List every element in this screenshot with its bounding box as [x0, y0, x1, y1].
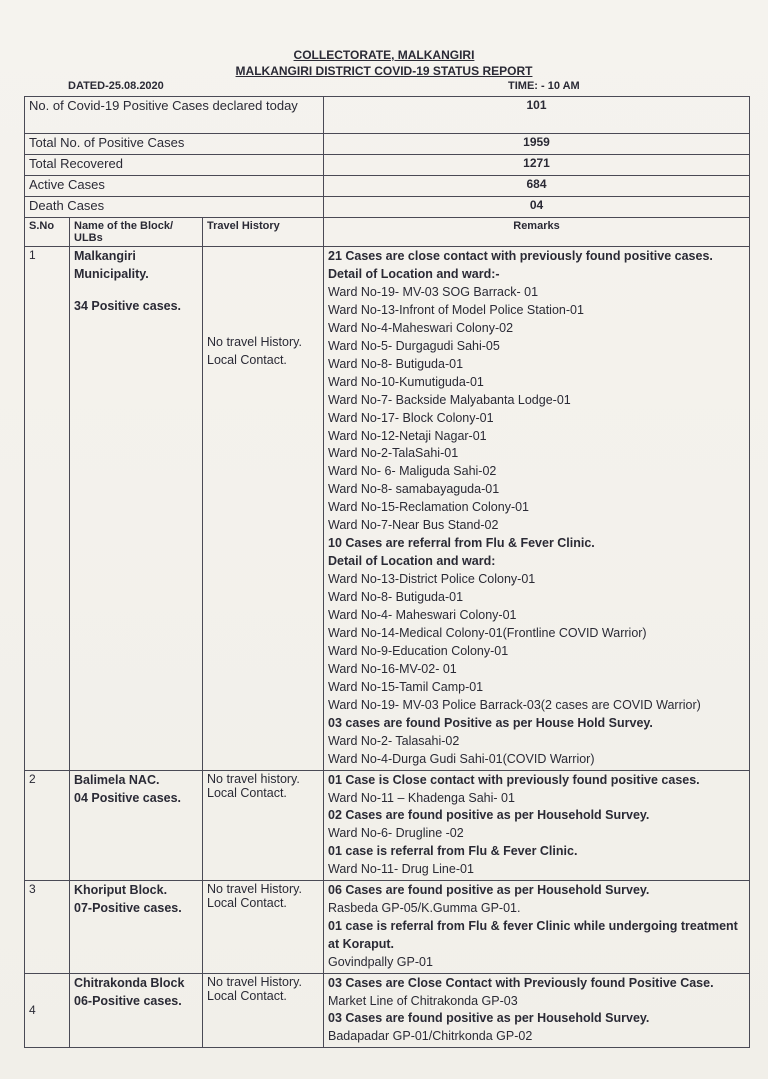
summary-row	[25, 197, 750, 218]
remark-line: Ward No-15-Tamil Camp-01	[328, 679, 484, 694]
remark-line: Ward No-7-Near Bus Stand-02	[328, 518, 499, 533]
remark-line: Govindpally GP-01	[328, 954, 433, 969]
org-heading: COLLECTORATE, MALKANGIRI	[293, 48, 475, 62]
positive-count: 04 Positive cases.	[74, 790, 182, 805]
row-sno: 4	[25, 973, 70, 1048]
remark-line: Ward No-14-Medical Colony-01(Frontline COVID Warrior)	[328, 626, 647, 641]
travel-history: No travel History. Local Contact.	[207, 335, 302, 367]
block-name: Khoriput Block.	[74, 883, 168, 898]
summary-row	[25, 155, 750, 176]
remark-line: 01 case is referral from Flu & fever Clinic while undergoing treatment at Koraput.	[328, 918, 738, 951]
remarks-cell	[324, 881, 750, 974]
remark-line: Ward No-19- MV-03 Police Barrack-03(2 cases are COVID Warrior)	[328, 697, 701, 712]
remark-line: Detail of Location and ward:-	[328, 266, 500, 281]
remark-line: Ward No-13-Infront of Model Police Station-01	[328, 302, 584, 317]
col-header-sno: S.No	[25, 218, 70, 247]
remark-line: 03 Cases are found positive as per Household Survey.	[328, 1011, 650, 1026]
report-date: DATED-25.08.2020	[68, 80, 164, 92]
summary-value: 101	[324, 97, 750, 134]
table-row	[25, 973, 750, 1048]
remark-line: Ward No-2- Talasahi-02	[328, 733, 460, 748]
remark-line: Ward No-4-Durga Gudi Sahi-01(COVID Warrior)	[328, 751, 595, 766]
remark-line: 01 case is referral from Flu & Fever Clinic.	[328, 844, 578, 859]
block-name: Balimela NAC.	[74, 772, 160, 787]
row-sno: 3	[25, 881, 70, 974]
report-title: MALKANGIRI DISTRICT COVID-19 STATUS REPORT	[235, 64, 533, 78]
col-header-travel: Travel History	[203, 218, 324, 247]
summary-label: Active Cases	[25, 176, 324, 197]
remark-line: 01 Case is Close contact with previously found positive cases.	[328, 772, 700, 787]
remark-line: Ward No-10-Kumutiguda-01	[328, 374, 484, 389]
remark-line: 02 Cases are found positive as per Household Survey.	[328, 808, 650, 823]
summary-value: 04	[324, 197, 750, 218]
positive-count: 06-Positive cases.	[74, 993, 182, 1008]
table-row	[25, 881, 750, 974]
summary-value: 684	[324, 176, 750, 197]
row-sno: 2	[25, 770, 70, 880]
remark-line: Market Line of Chitrakonda GP-03	[328, 993, 518, 1008]
remark-line: Rasbeda GP-05/K.Gumma GP-01.	[328, 900, 521, 915]
remark-line: Ward No-4- Maheswari Colony-01	[328, 608, 517, 623]
summary-row	[25, 97, 750, 134]
block-name: Chitrakonda Block	[74, 975, 185, 990]
remark-line: Ward No- 6- Maliguda Sahi-02	[328, 464, 497, 479]
remark-line: Badapadar GP-01/Chitrkonda GP-02	[328, 1029, 533, 1044]
remark-line: Ward No-11 – Khadenga Sahi- 01	[328, 790, 515, 805]
summary-label: Total Recovered	[25, 155, 324, 176]
summary-row	[25, 134, 750, 155]
remarks-cell	[324, 247, 750, 771]
remark-line: Ward No-7- Backside Malyabanta Lodge-01	[328, 392, 571, 407]
report-time: TIME: - 10 AM	[508, 80, 580, 92]
table-row	[25, 247, 750, 771]
remark-line: 10 Cases are referral from Flu & Fever Clinic.	[328, 536, 595, 551]
remark-line: 21 Cases are close contact with previously found positive cases.	[328, 249, 713, 263]
remarks-cell	[324, 973, 750, 1048]
summary-label: Total No. of Positive Cases	[25, 134, 324, 155]
remark-line: 03 Cases are Close Contact with Previously found Positive Case.	[328, 975, 714, 990]
remark-line: Ward No-8- samabayaguda-01	[328, 482, 500, 497]
table-row	[25, 770, 750, 880]
summary-value: 1959	[324, 134, 750, 155]
remark-line: Ward No-12-Netaji Nagar-01	[328, 428, 487, 443]
status-table	[24, 96, 750, 1048]
remark-line: Ward No-8- Butiguda-01	[328, 356, 464, 371]
remark-line: Ward No-19- MV-03 SOG Barrack- 01	[328, 284, 539, 299]
remark-line: Ward No-13-District Police Colony-01	[328, 572, 536, 587]
remark-line: Ward No-4-Maheswari Colony-02	[328, 320, 514, 335]
travel-history: No travel History. Local Contact.	[203, 973, 324, 1048]
block-name: Malkangiri Municipality.	[74, 249, 149, 281]
remarks-cell	[324, 770, 750, 880]
travel-history: No travel History. Local Contact.	[203, 881, 324, 974]
travel-history: No travel history. Local Contact.	[203, 770, 324, 880]
col-header-remarks: Remarks	[324, 218, 750, 247]
summary-row	[25, 176, 750, 197]
remark-line: 06 Cases are found positive as per Household Survey.	[328, 883, 650, 898]
column-header-row	[25, 218, 750, 247]
summary-label: No. of Covid-19 Positive Cases declared today	[25, 97, 324, 134]
summary-label: Death Cases	[25, 197, 324, 218]
positive-count: 34 Positive cases.	[74, 298, 182, 313]
positive-count: 07-Positive cases.	[74, 900, 182, 915]
remark-line: Ward No-5- Durgagudi Sahi-05	[328, 338, 500, 353]
row-sno: 1	[25, 247, 70, 771]
remark-line: Ward No-9-Education Colony-01	[328, 643, 509, 658]
remark-line: Detail of Location and ward:	[328, 554, 496, 569]
remark-line: Ward No-17- Block Colony-01	[328, 410, 494, 425]
remark-line: Ward No-6- Drugline -02	[328, 826, 464, 841]
remark-line: 03 cases are found Positive as per House Hold Survey.	[328, 715, 653, 730]
remark-line: Ward No-16-MV-02- 01	[328, 661, 457, 676]
remark-line: Ward No-11- Drug Line-01	[328, 862, 474, 877]
remark-line: Ward No-2-TalaSahi-01	[328, 446, 459, 461]
remark-line: Ward No-15-Reclamation Colony-01	[328, 500, 530, 515]
col-header-name: Name of the Block/ ULBs	[70, 218, 203, 247]
summary-value: 1271	[324, 155, 750, 176]
remark-line: Ward No-8- Butiguda-01	[328, 590, 464, 605]
